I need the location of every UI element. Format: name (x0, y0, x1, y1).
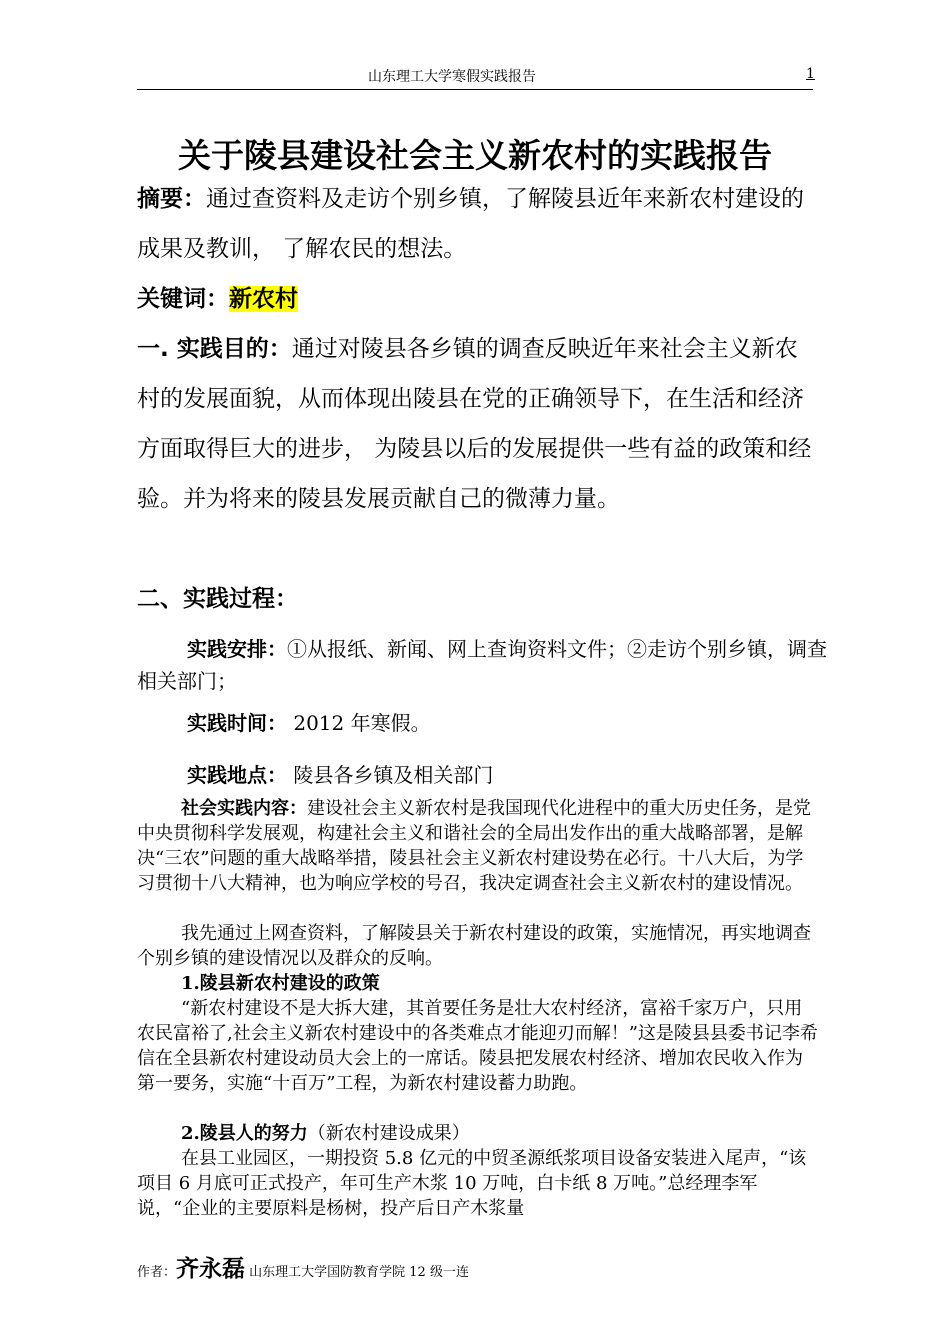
author-name: 齐永磊 (176, 1256, 246, 1282)
page-number: 1 (806, 66, 815, 82)
content-p1-text: 建设社会主义新农村是我国现代化进程中的重大历史任务，是党中央贯彻科学发展观，构建社会主义和谐社会的全局出发作出的重大战略部署，是解决“三农”问题的重大战略举措，陵县社会主义新农村建设势在必行。十八大后，为学习贯彻十八大精神，也为响应学校的号召，我决定调查社会主义新农村的建设情况。 (137, 798, 811, 894)
page-header-text: 山东理工大学寒假实践报告 (368, 69, 536, 85)
keywords-value: 新农村 (229, 286, 298, 312)
content-paragraph-1 (137, 796, 820, 896)
abstract-paragraph (137, 174, 817, 274)
place-label: 实践地点： (187, 763, 287, 787)
section1-text: 通过对陵县各乡镇的调查反映近年来社会主义新农村的发展面貌，从而体现出陵县在党的正确领导下，在生活和经济方面取得巨大的进步， 为陵县以后的发展提供一些有益的政策和经验。并为将来的陵县发展贡献自己的微薄力量。 (137, 336, 812, 512)
subsection1-title: 1.陵县新农村建设的政策 (181, 973, 380, 994)
subsection2-title-text: 2.陵县人的努力 (181, 1123, 308, 1144)
document-title: 关于陵县建设社会主义新农村的实践报告 (178, 136, 772, 175)
place-text: 陵县各乡镇及相关部门 (287, 763, 494, 787)
keywords-label: 关键词： (137, 286, 229, 312)
arrangement-paragraph (137, 633, 827, 697)
keywords-paragraph (137, 274, 817, 324)
subsection2-text: 在县工业园区，一期投资 5.8 亿元的中贸圣源纸浆项目设备安装进入尾声，“该项目 6 月底可正式投产，年可生产木浆 10 万吨，白卡纸 8 万吨。”总经理李军说，“企业的主要原料是杨树，投产后日产木浆量 (137, 1148, 807, 1219)
subsection2-title (137, 1121, 820, 1146)
content-paragraph-2: 我先通过上网查资料，了解陵县关于新农村建设的政策，实施情况，再实地调查个别乡镇的建设情况以及群众的反响。 (137, 923, 811, 969)
time-paragraph (137, 707, 827, 739)
place-paragraph (137, 759, 827, 791)
section1-label: 一. 实践目的： (137, 336, 292, 362)
section2-heading: 二、实践过程： (137, 586, 298, 612)
footer-affiliation: 山东理工大学国防教育学院 12 级一连 (245, 1265, 469, 1280)
header-divider (137, 89, 813, 90)
abstract-text: 通过查资料及走访个别乡镇，了解陵县近年来新农村建设的成果及教训， 了解农民的想法。 (137, 186, 804, 262)
abstract-label: 摘要： (137, 186, 206, 212)
section1-paragraph (137, 324, 817, 524)
arrangement-label: 实践安排： (187, 637, 287, 661)
page-footer (137, 1250, 469, 1283)
time-text: 2012 年寒假。 (287, 711, 431, 735)
subsection1-text: “新农村建设不是大拆大建，其首要任务是壮大农村经济，富裕千家万户，只用农民富裕了,社会主义新农村建设中的各类难点才能迎刃而解！”这是陵县县委书记李希信在全县新农村建设动员大会上的一席话。陵县把发展农村经济、增加农民收入作为第一要务，实施“十百万”工程，为新农村建设蓄力助跑。 (137, 998, 818, 1094)
footer-prefix: 作者： (137, 1265, 177, 1280)
arrangement-text: ①从报纸、新闻、网上查询资料文件；②走访个别乡镇，调查相关部门； (137, 637, 827, 693)
subsection2-note: （新农村建设成果） (307, 1123, 470, 1144)
content-label: 社会实践内容： (181, 798, 307, 819)
time-label: 实践时间： (187, 711, 287, 735)
